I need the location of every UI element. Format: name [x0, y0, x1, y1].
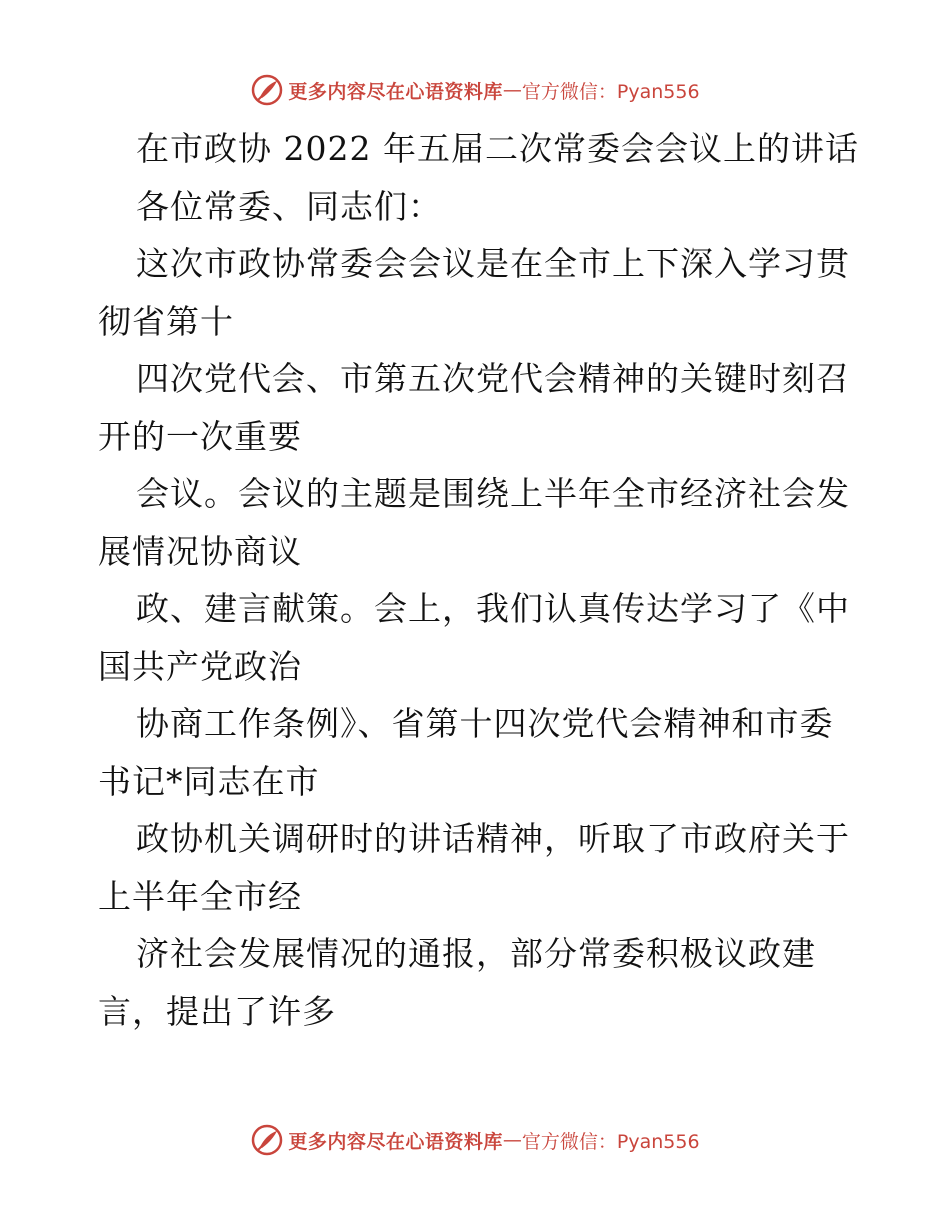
- document-title: 在市政协 2022 年五届二次常委会会议上的讲话: [136, 129, 859, 168]
- paragraph-line: 协商工作条例》、省第十四次党代会精神和市委: [136, 704, 834, 743]
- paragraph-line: 展情况协商议: [98, 531, 302, 571]
- paragraph-line: 国共产党政治: [98, 646, 302, 686]
- watermark-separator: —: [502, 1129, 522, 1151]
- paragraph-line: 这次市政协常委会会议是在全市上下深入学习贯: [136, 244, 850, 283]
- watermark-text: 更多内容尽在心语资料库: [288, 1130, 503, 1153]
- watermark-wechat: 官方微信：Pyan556: [521, 1130, 700, 1153]
- paragraph-line: 政、建言献策。会上，我们认真传达学习了《中: [136, 589, 850, 628]
- paragraph-line: 开的一次重要: [98, 416, 302, 456]
- paragraph-line: 济社会发展情况的通报，部分常委积极议政建: [136, 934, 816, 973]
- paragraph-line: 上半年全市经: [98, 876, 302, 916]
- watermark-text: 更多内容尽在心语资料库: [288, 80, 503, 103]
- header-watermark: [0, 70, 950, 110]
- paragraph-line: 四次党代会、市第五次党代会精神的关键时刻召: [136, 359, 850, 398]
- salutation: 各位常委、同志们：: [136, 186, 442, 226]
- paragraph-line: 政协机关调研时的讲话精神，听取了市政府关于: [136, 819, 850, 858]
- footer-watermark: [0, 1120, 950, 1160]
- paragraph-line: 彻省第十: [98, 301, 234, 341]
- paragraph-line: 会议。会议的主题是围绕上半年全市经济社会发: [136, 474, 850, 513]
- paragraph-line: 书记*同志在市: [98, 761, 320, 801]
- feather-logo-icon: [250, 73, 284, 107]
- paragraph-line: 言，提出了许多: [98, 991, 336, 1031]
- document-body: [98, 120, 858, 1040]
- watermark-separator: —: [502, 79, 522, 101]
- watermark-wechat: 官方微信：Pyan556: [521, 80, 700, 103]
- feather-logo-icon: [250, 1123, 284, 1157]
